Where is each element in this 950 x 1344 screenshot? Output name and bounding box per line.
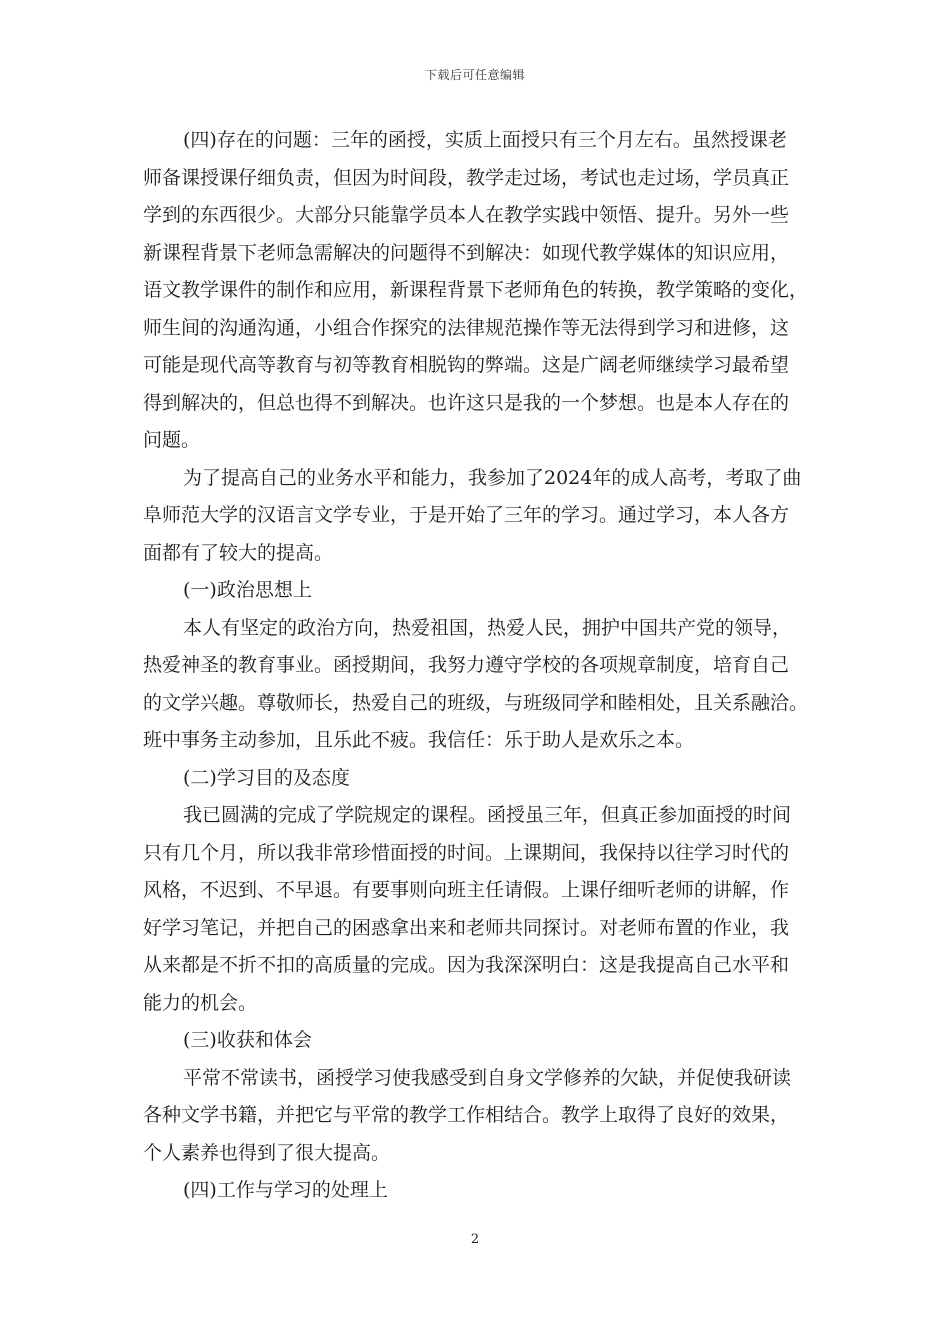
text-line: 风格，不迟到、不早退。有要事则向班主任请假。上课仔细听老师的讲解，作 [143,879,790,901]
text-line: 能力的机会。 [143,991,258,1014]
text-line: 问题。 [143,429,201,451]
text-line: 可能是现代高等教育与初等教育相脱钩的弊端。这是广阔老师继续学习最希望 [143,354,790,376]
text-line: 的文学兴趣。尊敬师长，热爱自己的班级，与班级同学和睦相处，且关系融洽。 [143,691,809,714]
text-line: 只有几个月，所以我非常珍惜面授的时间。上课期间，我保持以往学习时代的 [143,841,790,864]
page-number: 2 [470,1232,480,1247]
document-body [143,122,823,1210]
text-line: 好学习笔记，并把自己的困惑拿出来和老师共同探讨。对老师布置的作业，我 [143,916,790,939]
text-line: 师生间的沟通沟通，小组合作探究的法律规范操作等无法得到学习和进修，这 [143,316,790,339]
text-line: 本人有坚定的政治方向，热爱祖国，热爱人民，拥护中国共产党的领导， [183,616,792,639]
section-heading: (四)工作与学习的处理上 [183,1179,388,1201]
page-header: 下载后可任意编辑 [424,68,525,82]
text-line: 语文教学课件的制作和应用，新课程背景下老师角色的转换，教学策略的变化， [143,279,809,301]
text-line: 个人素养也得到了很大提高。 [143,1141,391,1164]
text-line: 师备课授课仔细负责，但因为时间段，教学走过场，考试也走过场，学员真正 [143,166,790,189]
text-line: 平常不常读书，函授学习使我感受到自身文学修养的欠缺，并促使我研读 [183,1066,792,1089]
text-line: 我已圆满的完成了学院规定的课程。函授虽三年，但真正参加面授的时间 [183,804,792,826]
text-line: 学到的东西很少。大部分只能靠学员本人在教学实践中领悟、提升。另外一些 [143,204,790,226]
text-line: 热爱神圣的教育事业。函授期间，我努力遵守学校的各项规章制度，培育自己 [143,654,790,676]
text-line: 从来都是不折不扣的高质量的完成。因为我深深明白：这是我提高自己水平和 [143,954,790,976]
text-line: 各种文学书籍，并把它与平常的教学工作相结合。教学上取得了良好的效果， [143,1104,790,1126]
text-line: 面都有了较大的提高。 [143,541,334,564]
text-line: 班中事务主动参加，且乐此不疲。我信任：乐于助人是欢乐之本。 [143,729,695,751]
section-heading: (三)收获和体会 [183,1029,312,1051]
text-line: 为了提高自己的业务水平和能力，我参加了2024年的成人高考，考取了曲 [183,466,802,489]
text-line: (四)存在的问题：三年的函授，实质上面授只有三个月左右。虽然授课老 [183,129,787,151]
text-line: 阜师范大学的汉语言文学专业，于是开始了三年的学习。通过学习，本人各方 [143,504,790,526]
section-heading: (一)政治思想上 [183,579,312,601]
text-line: 新课程背景下老师急需解决的问题得不到解决：如现代教学媒体的知识应用， [143,241,790,264]
section-heading: (二)学习目的及态度 [183,766,350,789]
text-line: 得到解决的，但总也得不到解决。也许这只是我的一个梦想。也是本人存在的 [143,391,790,414]
